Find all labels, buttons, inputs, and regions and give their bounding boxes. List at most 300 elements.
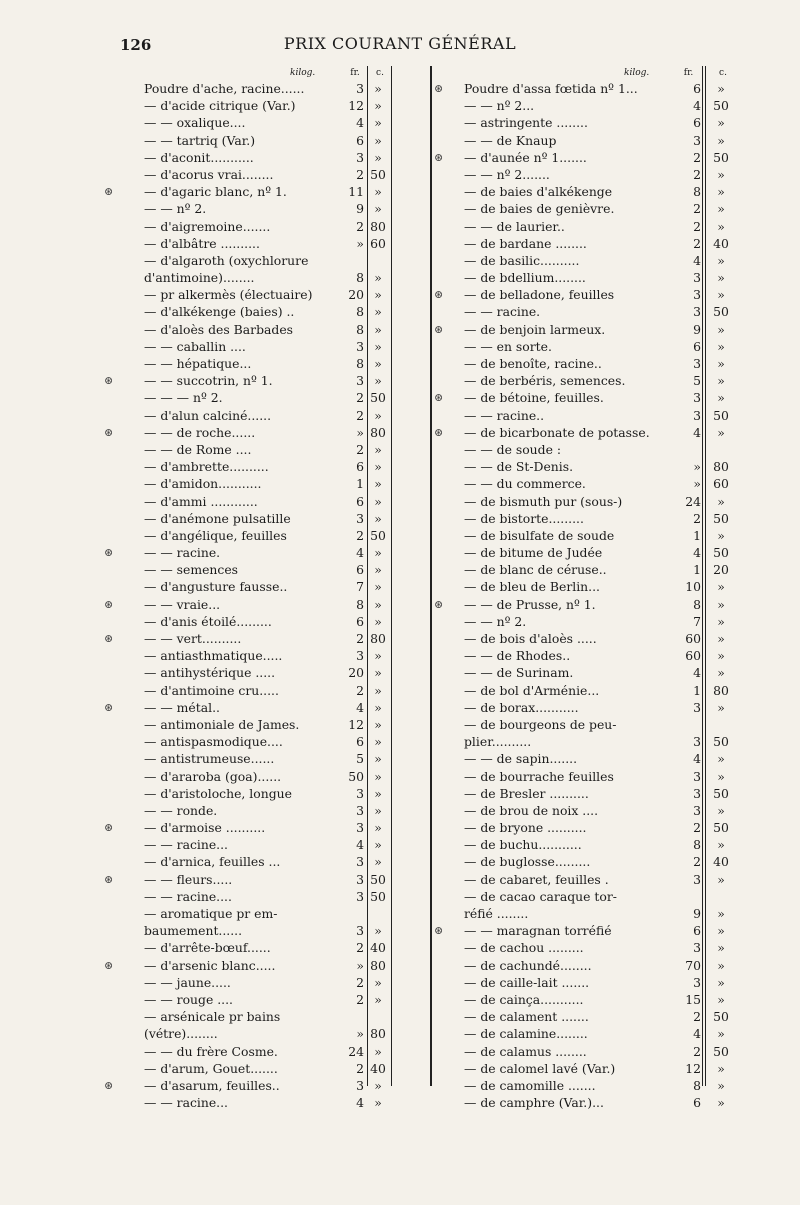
price-centimes: » [374, 768, 382, 784]
item-description: — d'araroba (goa)...... [144, 768, 282, 784]
price-francs: 4 [356, 545, 364, 561]
price-francs: 6 [356, 493, 364, 509]
price-francs: 2 [693, 854, 701, 870]
price-centimes: 50 [370, 166, 386, 182]
price-francs: 3 [356, 802, 364, 818]
price-row [440, 200, 740, 217]
item-description: — de cachundé........ [464, 957, 592, 973]
price-row [440, 166, 740, 183]
price-row [440, 871, 740, 888]
price-centimes: » [374, 98, 382, 114]
price-francs: 8 [356, 356, 364, 371]
item-description: — de bitume de Judée [464, 545, 603, 561]
price-centimes: » [717, 338, 725, 354]
price-row [104, 424, 392, 441]
price-row [110, 475, 392, 492]
price-centimes: » [374, 820, 382, 836]
price-centimes: 50 [713, 149, 729, 165]
item-description: — d'ammi ............ [144, 493, 258, 509]
price-centimes: » [717, 270, 725, 286]
price-francs: 7 [693, 613, 701, 629]
price-centimes: » [717, 596, 725, 612]
price-row [434, 80, 740, 97]
item-description: — — nº 2. [464, 613, 527, 629]
price-row [104, 957, 392, 974]
price-row [440, 699, 740, 716]
price-row [440, 1043, 740, 1060]
price-francs: 15 [685, 991, 701, 1007]
price-francs: 12 [348, 716, 364, 732]
unit-header: kilog. [290, 68, 316, 78]
price-francs: 4 [693, 665, 701, 681]
price-row [434, 321, 740, 338]
price-row [110, 1025, 392, 1042]
price-francs: » [356, 424, 364, 440]
price-francs: 2 [356, 390, 364, 406]
price-francs: » [693, 459, 701, 475]
price-francs: 20 [348, 665, 364, 681]
price-francs: 8 [693, 1077, 701, 1093]
item-description: — arsénicale pr bains [144, 1009, 281, 1025]
item-description: — de baies d'alkékenge [464, 184, 613, 200]
item-description: — antimoniale de James. [144, 716, 300, 732]
item-description: — de Bresler .......... [464, 785, 589, 801]
price-francs: 24 [685, 493, 701, 509]
price-centimes: » [374, 270, 382, 286]
price-centimes: » [374, 1043, 382, 1059]
price-centimes: » [374, 115, 382, 131]
price-francs: 2 [356, 166, 364, 182]
bullet-marker-icon: ⊛ [434, 425, 444, 439]
centimes-header: c. [376, 68, 384, 78]
price-centimes: » [374, 201, 382, 217]
item-description: — — de Knaup [464, 132, 557, 148]
price-row [434, 922, 740, 939]
price-centimes: » [717, 493, 725, 509]
price-centimes: 60 [713, 476, 729, 492]
price-centimes: » [374, 665, 382, 681]
price-francs: 3 [356, 1077, 364, 1093]
price-francs: 12 [348, 98, 364, 114]
item-description: — — ronde. [144, 802, 218, 818]
price-francs: 4 [693, 545, 701, 561]
price-centimes: » [374, 734, 382, 750]
item-description: — de bismuth pur (sous-) [464, 493, 623, 509]
item-description: — de blanc de céruse.. [464, 562, 607, 578]
price-row [440, 1094, 740, 1111]
price-row [110, 664, 392, 681]
price-row [434, 286, 740, 303]
item-description: — d'alun calciné...... [144, 407, 272, 423]
price-row [110, 149, 392, 166]
price-francs: 50 [348, 768, 364, 784]
price-centimes: » [717, 356, 725, 371]
price-francs: 2 [356, 974, 364, 990]
price-row [434, 596, 740, 613]
price-row [440, 836, 740, 853]
price-francs: 6 [356, 613, 364, 629]
price-centimes: 50 [370, 888, 386, 904]
bullet-marker-icon: ⊛ [104, 425, 114, 439]
price-francs: 24 [348, 1043, 364, 1059]
price-francs: 6 [693, 338, 701, 354]
price-centimes: » [374, 545, 382, 561]
bullet-marker-icon: ⊛ [104, 632, 114, 645]
item-description: — de bisulfate de soude [464, 527, 615, 543]
price-row [440, 493, 740, 510]
price-francs: 2 [693, 510, 701, 526]
price-row [440, 235, 740, 252]
price-centimes: 40 [713, 854, 729, 870]
price-centimes: 50 [370, 390, 386, 406]
item-description: — — racine... [144, 1095, 228, 1111]
price-centimes: » [717, 252, 725, 268]
item-description: — d'acide citrique (Var.) [144, 98, 296, 114]
column-header [440, 66, 740, 80]
price-centimes: » [374, 356, 382, 371]
price-row [110, 321, 392, 338]
price-centimes: » [374, 923, 382, 939]
item-description: — de berbéris, semences. [464, 373, 626, 389]
item-description: — — semences [144, 562, 239, 578]
centimes-header: c. [719, 68, 727, 78]
bullet-marker-icon: ⊛ [104, 597, 114, 611]
price-francs: 2 [356, 1060, 364, 1076]
price-row [440, 1025, 740, 1042]
price-francs: 4 [356, 1095, 364, 1111]
price-francs: 8 [356, 304, 364, 320]
item-description: — de bryone .......... [464, 820, 587, 836]
price-centimes: 50 [713, 407, 729, 423]
price-row [110, 939, 392, 956]
item-description: — — du commerce. [464, 476, 586, 492]
item-description: — de cachou ......... [464, 940, 584, 956]
item-description: d'antimoine)........ [144, 270, 255, 286]
price-centimes: » [717, 923, 725, 939]
price-row [110, 218, 392, 235]
item-description: — antistrumeuse...... [144, 751, 275, 767]
price-francs: 8 [356, 596, 364, 612]
price-centimes: » [374, 407, 382, 423]
item-description: — — racine. [144, 545, 221, 561]
item-description: — de bétoine, feuilles. [464, 390, 604, 406]
price-francs: 4 [356, 837, 364, 853]
price-row [440, 218, 740, 235]
item-description: — — oxalique.... [144, 115, 246, 131]
price-centimes: » [717, 527, 725, 543]
item-description: — — de St-Denis. [464, 459, 574, 475]
item-description: — d'arnica, feuilles ... [144, 854, 281, 870]
price-francs: 3 [693, 132, 701, 148]
price-centimes: 80 [370, 957, 386, 973]
price-centimes: » [717, 218, 725, 234]
price-francs: 3 [693, 356, 701, 371]
price-row [110, 991, 392, 1008]
price-row [110, 561, 392, 578]
price-francs: 2 [356, 940, 364, 956]
item-description: — de brou de noix .... [464, 802, 599, 818]
item-description: — — — nº 2. [144, 390, 223, 406]
price-centimes: 80 [713, 682, 729, 698]
price-francs: 4 [693, 1026, 701, 1042]
left-fr-rule [367, 66, 368, 1086]
price-centimes: 40 [713, 235, 729, 251]
price-centimes: 20 [713, 562, 729, 578]
price-francs: 4 [693, 252, 701, 268]
price-row [110, 200, 392, 217]
price-centimes: » [717, 321, 725, 337]
item-description: — d'anis étoilé......... [144, 613, 272, 629]
item-description: — de bleu de Berlin... [464, 579, 600, 595]
price-francs: » [693, 476, 701, 492]
item-description: — de cacao caraque tor- [464, 888, 617, 904]
price-centimes: » [717, 837, 725, 853]
item-description: Poudre d'assa fœtida nº 1... [464, 81, 638, 96]
bullet-marker-icon: ⊛ [434, 82, 444, 95]
price-row [440, 630, 740, 647]
price-francs: 12 [685, 1060, 701, 1076]
price-centimes: » [717, 665, 725, 681]
price-francs: 2 [693, 201, 701, 217]
price-centimes: 80 [713, 459, 729, 475]
price-francs: 1 [693, 562, 701, 578]
price-centimes: 50 [713, 1043, 729, 1059]
price-francs: 3 [356, 923, 364, 939]
price-row [440, 613, 740, 630]
item-description: — d'amidon........... [144, 476, 262, 492]
price-francs: 3 [356, 81, 364, 96]
price-francs: 4 [693, 424, 701, 440]
left-c-rule [391, 66, 392, 1086]
price-francs: 60 [685, 648, 701, 664]
item-description: — de calomel lavé (Var.) [464, 1060, 616, 1076]
price-centimes: » [717, 957, 725, 973]
price-row [110, 836, 392, 853]
item-description: baumement...... [144, 923, 243, 939]
item-description: — antispasmodique.... [144, 734, 283, 750]
bullet-marker-icon: ⊛ [104, 872, 114, 886]
francs-header: fr. [350, 68, 360, 78]
item-description: — d'arum, Gouet....... [144, 1060, 278, 1076]
item-description: — — caballin .... [144, 338, 246, 354]
price-row [440, 853, 740, 870]
price-francs: 3 [356, 149, 364, 165]
item-description: — de bourgeons de peu- [464, 716, 617, 732]
price-row [440, 183, 740, 200]
price-centimes: » [717, 991, 725, 1007]
price-row [110, 80, 392, 97]
price-row [440, 888, 740, 905]
price-francs: 4 [693, 751, 701, 767]
bullet-marker-icon: ⊛ [104, 185, 114, 199]
price-francs: 3 [693, 304, 701, 320]
price-centimes: 50 [713, 545, 729, 561]
item-description: — d'algaroth (oxychlorure [144, 252, 309, 268]
price-centimes: » [374, 1095, 382, 1111]
price-francs: 8 [693, 184, 701, 200]
item-description: — — de Surinam. [464, 665, 574, 681]
price-row [440, 338, 740, 355]
price-francs: 3 [356, 785, 364, 801]
price-centimes: » [717, 390, 725, 406]
price-francs: 2 [356, 407, 364, 423]
bullet-marker-icon: ⊛ [104, 374, 114, 388]
price-row [110, 785, 392, 802]
price-centimes: 50 [713, 304, 729, 320]
price-centimes: » [374, 184, 382, 200]
price-row [104, 819, 392, 836]
price-row [440, 372, 740, 389]
column-header [110, 66, 392, 80]
item-description: — de borax........... [464, 699, 579, 715]
price-row [110, 527, 392, 544]
item-description: — — de soude : [464, 441, 562, 457]
price-francs: 3 [693, 734, 701, 750]
price-francs: 2 [693, 820, 701, 836]
price-centimes: » [717, 1026, 725, 1042]
price-row [110, 682, 392, 699]
item-description: — de benoîte, racine.. [464, 356, 602, 371]
price-row [440, 716, 740, 733]
price-row [110, 613, 392, 630]
price-francs: 3 [356, 820, 364, 836]
price-row [110, 269, 392, 286]
item-description: — — jaune..... [144, 974, 231, 990]
price-centimes: » [374, 441, 382, 457]
price-row [440, 939, 740, 956]
item-description: — — racine.... [144, 888, 232, 904]
price-centimes: 50 [713, 785, 729, 801]
price-francs: 2 [693, 1043, 701, 1059]
item-description: — de belladone, feuilles [464, 287, 615, 303]
price-centimes: 80 [370, 1026, 386, 1042]
price-centimes: » [374, 802, 382, 818]
price-row [104, 699, 392, 716]
price-centimes: 50 [370, 527, 386, 543]
price-row [104, 544, 392, 561]
price-row [440, 355, 740, 372]
price-francs: 20 [348, 287, 364, 303]
item-description: — — maragnan torréfié [464, 923, 612, 939]
price-francs: 4 [356, 699, 364, 715]
price-row [104, 1077, 392, 1094]
price-francs: 5 [356, 751, 364, 767]
price-centimes: » [374, 149, 382, 165]
price-row [110, 1008, 392, 1025]
price-row [440, 802, 740, 819]
item-description: — d'antimoine cru..... [144, 682, 279, 698]
price-row [440, 768, 740, 785]
price-francs: 6 [693, 115, 701, 131]
price-row [110, 389, 392, 406]
price-row [110, 355, 392, 372]
price-centimes: 80 [370, 631, 386, 646]
price-row [110, 750, 392, 767]
item-description: — d'arrête-bœuf...... [144, 940, 271, 956]
bullet-marker-icon: ⊛ [434, 391, 444, 405]
item-description: — de calamus ........ [464, 1043, 587, 1059]
bullet-marker-icon: ⊛ [104, 821, 114, 835]
price-centimes: » [717, 768, 725, 784]
price-row [104, 183, 392, 200]
item-description: — — nº 2....... [464, 166, 550, 182]
price-row [110, 1043, 392, 1060]
price-centimes: » [374, 648, 382, 664]
price-francs: 3 [693, 699, 701, 715]
price-francs: 2 [356, 218, 364, 234]
item-description: — — métal.. [144, 699, 220, 715]
price-row [440, 1060, 740, 1077]
item-description: — de benjoin larmeux. [464, 321, 606, 337]
price-row [110, 578, 392, 595]
price-francs: 8 [693, 837, 701, 853]
price-row [440, 578, 740, 595]
item-description: — de cabaret, feuilles . [464, 871, 609, 887]
price-centimes: » [717, 802, 725, 818]
price-francs: 2 [693, 235, 701, 251]
price-row [440, 1077, 740, 1094]
price-row [110, 1060, 392, 1077]
bullet-marker-icon: ⊛ [104, 546, 114, 560]
price-row [110, 235, 392, 252]
price-francs: 3 [693, 785, 701, 801]
price-row [440, 991, 740, 1008]
item-description: — de bistorte......... [464, 510, 584, 526]
price-centimes: » [374, 837, 382, 853]
item-description: — — de sapin....... [464, 751, 578, 767]
item-description: — d'aigremoine....... [144, 218, 271, 234]
item-description: — aromatique pr em- [144, 906, 278, 921]
price-francs: 3 [693, 287, 701, 303]
item-description: — de baies de genièvre. [464, 201, 615, 217]
price-centimes: » [717, 699, 725, 715]
center-double-rule [430, 66, 432, 1086]
price-francs: 3 [693, 390, 701, 406]
price-centimes: 40 [370, 940, 386, 956]
price-row [440, 97, 740, 114]
price-row [440, 458, 740, 475]
price-row [440, 957, 740, 974]
price-row [440, 407, 740, 424]
price-centimes: » [374, 459, 382, 475]
price-centimes: » [717, 906, 725, 921]
price-centimes: » [374, 562, 382, 578]
item-description: — — de roche...... [144, 424, 256, 440]
price-centimes: 50 [713, 1009, 729, 1025]
item-description: — d'aunée nº 1....... [464, 149, 587, 165]
price-francs: » [356, 1026, 364, 1042]
item-description: — d'aconit........... [144, 149, 254, 165]
price-francs: 3 [693, 940, 701, 956]
price-francs: 3 [356, 648, 364, 664]
price-row [440, 682, 740, 699]
item-description: — — racine.. [464, 407, 545, 423]
price-francs: 2 [356, 441, 364, 457]
price-francs: » [356, 957, 364, 973]
price-francs: 2 [693, 1009, 701, 1025]
price-francs: 3 [356, 888, 364, 904]
price-centimes: 40 [370, 1060, 386, 1076]
price-centimes: » [374, 287, 382, 303]
price-centimes: » [374, 321, 382, 337]
item-description: — d'angélique, feuilles [144, 527, 287, 543]
price-row [440, 510, 740, 527]
price-francs: 6 [356, 562, 364, 578]
price-centimes: » [374, 373, 382, 389]
price-row [440, 475, 740, 492]
price-francs: 3 [356, 854, 364, 870]
price-centimes: » [717, 974, 725, 990]
